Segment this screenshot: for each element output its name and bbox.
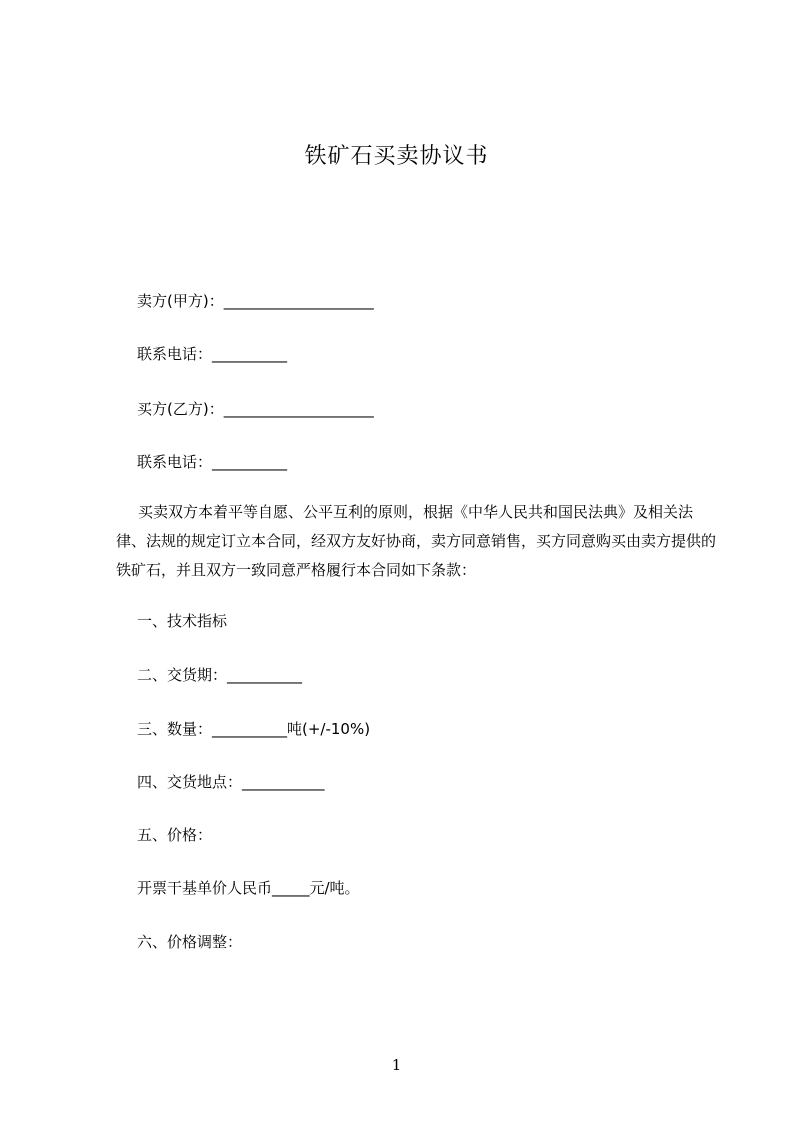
clause-quantity: 三、数量：__________吨(+/-10%) (137, 720, 371, 738)
clause-technical-specs: 一、技术指标 (137, 612, 228, 630)
document-title: 铁矿石买卖协议书 (304, 144, 489, 169)
page-number: 1 (391, 1056, 402, 1074)
buyer-line: 买方(乙方)：____________________ (137, 400, 374, 418)
clause-price: 五、价格： (137, 826, 213, 844)
clause-price-adjustment: 六、价格调整： (137, 933, 243, 951)
seller-phone-line: 联系电话：__________ (137, 345, 288, 363)
clause-delivery-period: 二、交货期：__________ (137, 666, 303, 684)
buyer-phone-line: 联系电话：__________ (137, 453, 288, 471)
clause-delivery-location: 四、交货地点：___________ (137, 773, 325, 791)
clause-price-detail: 开票干基单价人民币_____元/吨。 (137, 879, 360, 897)
preamble-paragraph: 买卖双方本着平等自愿、公平互利的原则，根据《中华人民共和国民法典》及相关法律、法规的规定订立本合同，经双方友好协商，卖方同意销售，买方同意购买由卖方提供的铁矿石，并且双方一致同意严格履行本合同如下条款： (116, 503, 717, 579)
seller-line: 卖方(甲方)：____________________ (137, 292, 374, 310)
